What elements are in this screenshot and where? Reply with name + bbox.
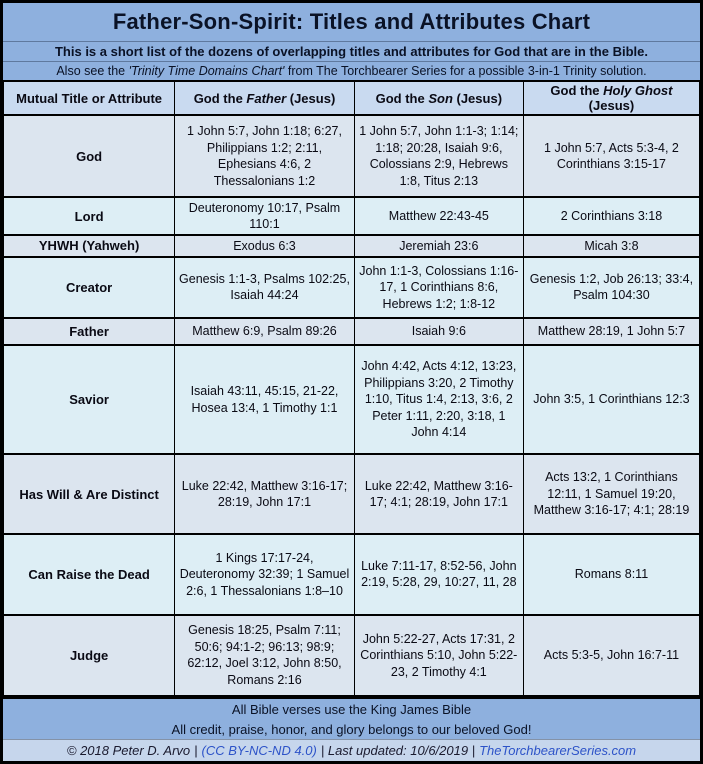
row-label: Can Raise the Dead (4, 534, 175, 614)
cell-son: Jeremiah 23:6 (354, 235, 523, 256)
cell-spirit: 2 Corinthians 3:18 (523, 197, 699, 235)
cell-spirit: Matthew 28:19, 1 John 5:7 (523, 318, 699, 345)
table-row-lord (4, 197, 700, 235)
updated-text: | Last updated: 10/6/2019 | (320, 743, 476, 758)
license-link[interactable]: (CC BY-NC-ND 4.0) (201, 743, 317, 758)
row-label: Creator (4, 257, 175, 319)
site-link[interactable]: TheTorchbearerSeries.com (479, 743, 637, 758)
header-suffix: (Jesus) (588, 98, 635, 113)
col-header-son (354, 81, 523, 115)
cell-son: Isaiah 9:6 (354, 318, 523, 345)
note-band (3, 61, 700, 80)
cell-son: John 1:1-3, Colossians 1:16-17, 1 Corinthians 8:6, Hebrews 1:2; 1:8-12 (354, 257, 523, 319)
cell-son: John 4:42, Acts 4:12, 13:23, Philippians 3:20, 2 Timothy 1:10, Titus 1:4, 2:13, 3:6, 2 Peter 1:11, 2:20, 3:18, 1 John 4:14 (354, 345, 523, 454)
row-label: Father (4, 318, 175, 345)
cell-father: 1 Kings 17:17-24, Deuteronomy 32:39; 1 Samuel 2:6, 1 Thessalonians 1:8–10 (175, 534, 355, 614)
header-name-holy-ghost: Holy Ghost (603, 83, 673, 98)
cell-son: Matthew 22:43-45 (354, 197, 523, 235)
row-label: God (4, 115, 175, 197)
table-row-raise-dead (4, 534, 700, 614)
cell-father: Matthew 6:9, Psalm 89:26 (175, 318, 355, 345)
cell-father: Isaiah 43:11, 45:15, 21-22, Hosea 13:4, 1 Timothy 1:1 (175, 345, 355, 454)
cell-father: Deuteronomy 10:17, Psalm 110:1 (175, 197, 355, 235)
cell-father: 1 John 5:7, John 1:18; 6:27, Philippians 1:2; 2:11, Ephesians 4:6, 2 Thessalonians 1:2 (175, 115, 355, 197)
cell-son: 1 John 5:7, John 1:1-3; 1:14; 1:18; 20:28, Isaiah 9:6, Colossians 2:9, Hebrews 1:8, Titus 2:13 (354, 115, 523, 197)
cell-son: John 5:22-27, Acts 17:31, 2 Corinthians 5:10, John 5:22-23, 2 Timothy 4:1 (354, 615, 523, 696)
table-row-father (4, 318, 700, 345)
cell-father: Luke 22:42, Matthew 3:16-17; 28:19, John 17:1 (175, 454, 355, 534)
table-row-has-will (4, 454, 700, 534)
row-label: Lord (4, 197, 175, 235)
table-row-god (4, 115, 700, 197)
header-prefix: God the (375, 90, 429, 106)
cell-spirit: Genesis 1:2, Job 26:13; 33:4, Psalm 104:30 (523, 257, 699, 319)
row-label: Judge (4, 615, 175, 696)
footer (3, 697, 700, 761)
header-suffix: (Jesus) (452, 90, 503, 106)
cell-father: Genesis 18:25, Psalm 7:11; 50:6; 94:1-2; 96:13; 98:9; 62:12, Joel 3:12, John 8:50, Romans 2:16 (175, 615, 355, 696)
cell-father: Genesis 1:1-3, Psalms 102:25, Isaiah 44:24 (175, 257, 355, 319)
footer-line-credit: All credit, praise, honor, and glory belongs to our beloved God! (3, 719, 700, 739)
cell-son: Luke 22:42, Matthew 3:16-17; 4:1; 28:19, John 17:1 (354, 454, 523, 534)
header-name-son: Son (428, 90, 453, 106)
table-row-yhwh (4, 235, 700, 256)
attributes-table (3, 80, 700, 697)
separator: | (194, 743, 198, 758)
cell-spirit: John 3:5, 1 Corinthians 12:3 (523, 345, 699, 454)
row-label: Savior (4, 345, 175, 454)
cell-spirit: Micah 3:8 (523, 235, 699, 256)
row-label: YHWH (Yahweh) (4, 235, 175, 256)
header-suffix: (Jesus) (286, 90, 336, 106)
col-header-holy-ghost (523, 81, 699, 115)
note-post: from The Torchbearer Series for a possible 3-in-1 Trinity solution. (284, 64, 647, 78)
footer-line-kjv: All Bible verses use the King James Bible (3, 699, 700, 719)
cell-spirit: 1 John 5:7, Acts 5:3-4, 2 Corinthians 3:15-17 (523, 115, 699, 197)
cell-spirit: Romans 8:11 (523, 534, 699, 614)
note-text (56, 64, 646, 78)
header-name-father: Father (246, 90, 287, 106)
table-row-savior (4, 345, 700, 454)
table-row-creator (4, 257, 700, 319)
page-title: Father-Son-Spirit: Titles and Attributes Chart (112, 9, 591, 34)
table-row-judge (4, 615, 700, 696)
subtitle-band (3, 41, 700, 61)
row-label: Has Will & Are Distinct (4, 454, 175, 534)
cell-father: Exodus 6:3 (175, 235, 355, 256)
col-header-attribute: Mutual Title or Attribute (4, 81, 175, 115)
header-row (4, 81, 700, 115)
cell-spirit: Acts 13:2, 1 Corinthians 12:11, 1 Samuel 19:20, Matthew 3:16-17; 4:1; 28:19 (523, 454, 699, 534)
copyright-owner: © 2018 Peter D. Arvo (66, 743, 191, 758)
header-prefix: God the (550, 83, 604, 98)
subtitle-text: This is a short list of the dozens of overlapping titles and attributes for God that are in the Bible. (54, 44, 648, 59)
note-italic: 'Trinity Time Domains Chart' (128, 64, 285, 78)
cell-spirit: Acts 5:3-5, John 16:7-11 (523, 615, 699, 696)
copyright-line (3, 739, 700, 761)
col-header-father (175, 81, 355, 115)
title-band (3, 3, 700, 41)
note-pre: Also see the (56, 64, 129, 78)
header-prefix: God the (193, 90, 247, 106)
cell-son: Luke 7:11-17, 8:52-56, John 2:19, 5:28, 29, 10:27, 11, 28 (354, 534, 523, 614)
